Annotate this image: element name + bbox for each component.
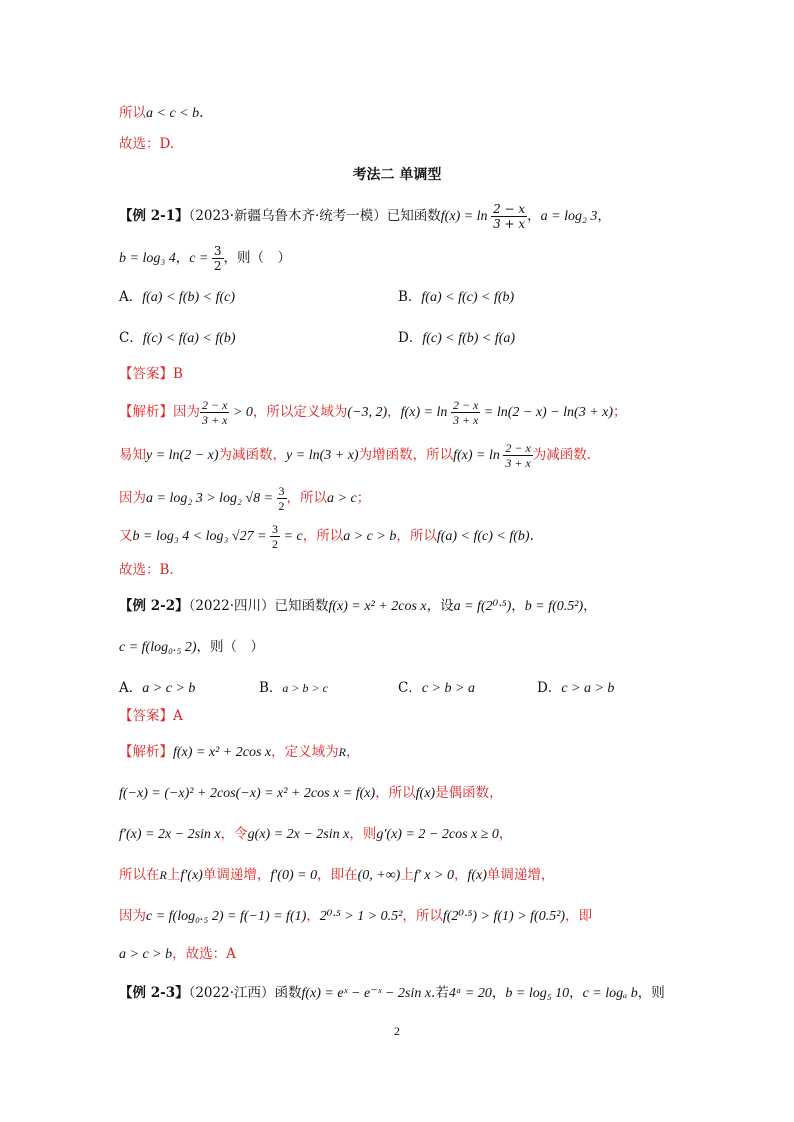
option-c: C．c > b > a xyxy=(398,680,475,696)
page-number: 2 xyxy=(394,1024,400,1038)
solution-line-1: 【解析】因为 $\frac{2 - x}{3 + x}$ > 0，所以定义域为(−3, 2)，f(x) = ln $\frac{2 - x}{3 + x}$ = ln(2 − x) − ln(3 + x)； xyxy=(119,398,627,427)
solution-line-3: f′(x) = 2x − 2sin x，令g(x) = 2x − 2sin x，则g′(x) = 2 − 2cos x ≥ 0， xyxy=(119,826,513,842)
conclusion-line: 所以a < c < b. xyxy=(119,105,204,121)
solution-choice: 故选：B. xyxy=(119,562,174,578)
option-b: B．a > b > c xyxy=(259,680,328,696)
section-heading: 考法二 单调型 xyxy=(352,167,442,183)
solution-line-3: 因为a = log₂ 3 > log₂ √8 = $\frac{3}{2}$ ，所以a > c； xyxy=(119,484,371,513)
solution-line-2: f(−x) = (−x)² + 2cos(−x) = x² + 2cos x = f(x)，所以f(x)是偶函数， xyxy=(119,785,503,801)
example-2-1-stem-cont: b = log₃ 4，c = $\frac{3}{2}$ ，则（ ） xyxy=(119,244,292,273)
answer-label: 【答案】A xyxy=(119,708,183,724)
solution-line-4: 所以在R上f′(x)单调递增，f′(0) = 0，即在(0, +∞)上f′ x > 0，f(x)单调递增， xyxy=(119,867,555,883)
solution-line-2: 易知y = ln(2 − x)为减函数，y = ln(3 + x)为增函数，所以f(x) = ln $\frac{2 - x}{3 + x}$ 为减函数. xyxy=(119,441,592,470)
example-2-2-stem-cont: c = f(log₀.₅ 2)，则（ ） xyxy=(119,639,264,655)
option-a: A．f(a) < f(b) < f(c) xyxy=(119,289,235,305)
answer-label: 【答案】B xyxy=(119,366,183,382)
solution-line-6: a > c > b，故选：A xyxy=(119,946,236,962)
example-2-2-stem: 【例 2-2】（2022·四川）已知函数f(x) = x² + 2cos x，设a = f(2⁰·⁵)，b = f(0.5²)， xyxy=(119,598,597,614)
solution-line-1: 【解析】f(x) = x² + 2cos x，定义域为R， xyxy=(119,744,360,760)
example-2-1-stem: 【例 2-1】（2023·新疆乌鲁木齐·统考一模）已知函数f(x) = ln $\frac{2 - x}{3 + x}$ ，a = log₂ 3， xyxy=(119,202,611,231)
example-2-3-stem: 【例 2-3】（2022·江西）函数f(x) = eˣ − e⁻ˣ − 2sin x.若4ᵃ = 20，b = log₅ 10，c = logₐ b，则 xyxy=(119,985,665,1001)
option-a: A．a > c > b xyxy=(119,680,196,696)
option-b: B．f(a) < f(c) < f(b) xyxy=(398,289,515,305)
answer-choice-line: 故选：D. xyxy=(119,136,175,152)
fraction: $\frac{3}{2}$ xyxy=(213,244,222,273)
fraction: $\frac{2 - x}{3 + x}$ xyxy=(493,202,526,231)
option-d: D．f(c) < f(b) < f(a) xyxy=(398,330,516,346)
option-d: D．c > a > b xyxy=(537,680,615,696)
option-c: C．f(c) < f(a) < f(b) xyxy=(119,330,236,346)
solution-line-5: 因为c = f(log₀.₅ 2) = f(−1) = f(1)，2⁰·⁵ > 1 > 0.5²，所以f(2⁰·⁵) > f(1) > f(0.5²)，即 xyxy=(119,908,593,924)
solution-line-4: 又b = log₃ 4 < log₃ √27 = $\frac{3}{2}$ = c，所以a > c > b，所以f(a) < f(c) < f(b). xyxy=(119,522,534,551)
